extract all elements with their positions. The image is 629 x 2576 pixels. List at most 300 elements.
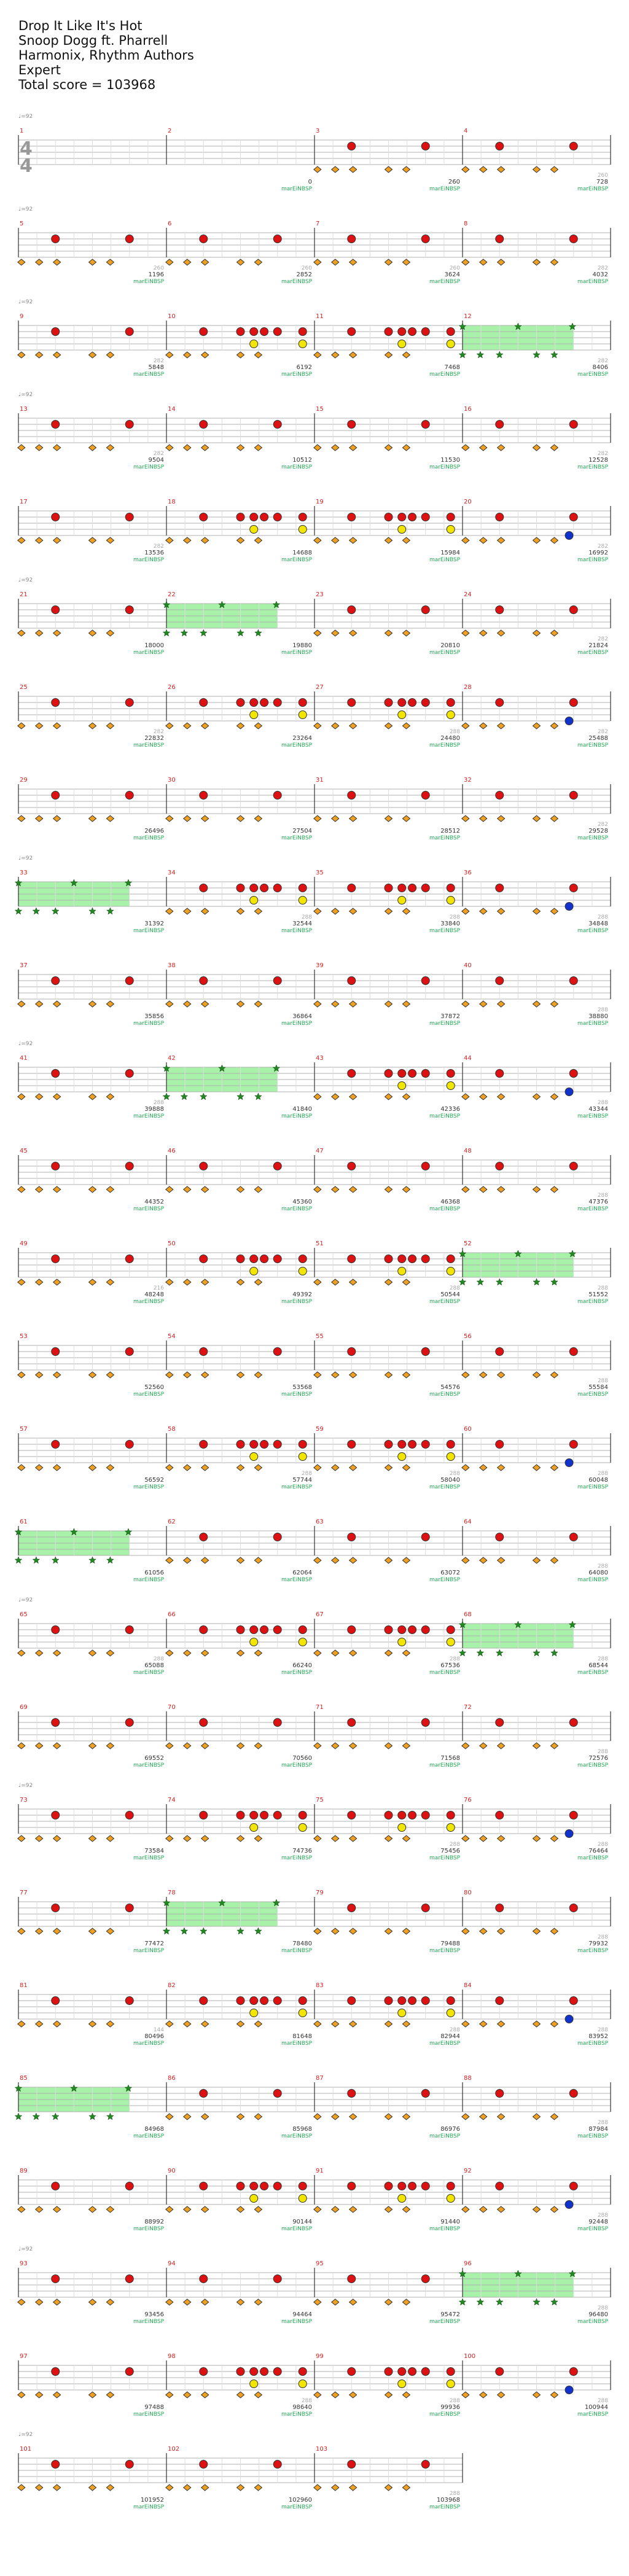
red-note — [496, 1719, 504, 1727]
orange-note — [350, 1557, 357, 1563]
orange-note — [498, 445, 505, 451]
measure-number: 27 — [316, 684, 324, 691]
orange-note — [533, 1557, 541, 1563]
orange-note — [184, 1835, 191, 1842]
measure — [166, 1611, 313, 1676]
orange-note — [385, 723, 393, 729]
sub-label: marEiNBSP — [577, 1855, 608, 1861]
star-note — [163, 1093, 170, 1100]
orange-note — [201, 1279, 209, 1285]
measure-number: 28 — [464, 684, 472, 691]
orange-note — [36, 537, 43, 543]
red-note — [299, 2368, 307, 2376]
orange-note — [53, 352, 61, 358]
red-note — [408, 1997, 416, 2005]
red-note — [447, 1997, 455, 2005]
orange-note — [201, 2021, 209, 2027]
measure-number: 56 — [464, 1333, 472, 1340]
measure — [314, 591, 461, 656]
red-note — [348, 1811, 356, 1819]
orange-note — [201, 352, 209, 358]
cumulative-score: 58040 — [440, 1477, 460, 1484]
orange-note — [166, 1650, 173, 1656]
sub-label: marEiNBSP — [577, 464, 608, 470]
orange-note — [332, 2021, 339, 2027]
orange-note — [89, 1928, 96, 1934]
orange-note — [462, 445, 469, 451]
sub-label: marEiNBSP — [577, 2411, 608, 2418]
cumulative-score: 54576 — [440, 1384, 460, 1391]
red-note — [273, 2368, 281, 2376]
orange-note — [498, 1743, 505, 1749]
measure-number: 20 — [464, 499, 472, 505]
yellow-note — [299, 897, 307, 905]
measure — [314, 406, 461, 470]
measure — [314, 313, 461, 378]
measure-number: 65 — [20, 1611, 28, 1618]
orange-note — [201, 723, 209, 729]
multiplier-label: 216 — [153, 1285, 164, 1291]
red-note — [421, 977, 429, 985]
orange-note — [480, 445, 487, 451]
star-note — [89, 2113, 96, 2120]
orange-note — [332, 1372, 339, 1378]
orange-note — [350, 1465, 357, 1471]
red-note — [398, 1811, 406, 1819]
measure — [18, 1704, 165, 1769]
orange-note — [89, 2485, 96, 2491]
measure — [166, 1519, 313, 1583]
orange-note — [498, 2021, 505, 2027]
orange-note — [89, 1465, 96, 1471]
measure-number: 78 — [168, 1889, 176, 1896]
measure-number: 103 — [316, 2446, 328, 2453]
cumulative-score: 78480 — [292, 1940, 312, 1947]
measure-number: 37 — [20, 962, 28, 969]
sub-label: marEiNBSP — [281, 1670, 312, 1676]
orange-note — [314, 2392, 321, 2398]
orange-note — [106, 723, 114, 729]
orange-note — [36, 2206, 43, 2212]
red-note — [348, 421, 356, 429]
sub-label: marEiNBSP — [133, 1391, 164, 1398]
cumulative-score: 83952 — [588, 2033, 608, 2040]
red-note — [52, 1255, 60, 1263]
red-note — [52, 235, 60, 243]
orange-note — [201, 1001, 209, 1007]
star-note — [459, 1278, 466, 1285]
measure — [462, 1148, 609, 1212]
staff-svg — [0, 1038, 617, 1130]
red-note — [447, 1070, 455, 1078]
orange-note — [533, 1465, 541, 1471]
orange-note — [462, 1928, 469, 1934]
orange-note — [53, 1743, 61, 1749]
red-note — [421, 2275, 429, 2283]
measure-number: 83 — [316, 1982, 324, 1989]
orange-note — [462, 2206, 469, 2212]
orange-note — [314, 1094, 321, 1100]
cumulative-score: 10512 — [292, 457, 312, 464]
multiplier-label: 288 — [597, 2212, 608, 2219]
red-note — [260, 1811, 268, 1819]
orange-note — [184, 2114, 191, 2120]
sub-label: marEiNBSP — [281, 557, 312, 563]
measure-number: 87 — [316, 2075, 324, 2082]
red-note — [408, 1255, 416, 1263]
red-note — [125, 421, 133, 429]
orange-note — [385, 2485, 393, 2491]
orange-note — [314, 1650, 321, 1656]
red-note — [250, 2368, 258, 2376]
cumulative-score: 15984 — [440, 550, 460, 556]
measure — [462, 220, 609, 285]
orange-note — [332, 908, 339, 914]
measure-number: 101 — [20, 2446, 32, 2453]
orange-note — [480, 1743, 487, 1749]
red-note — [421, 2090, 429, 2098]
yellow-note — [398, 2380, 406, 2388]
red-note — [125, 1626, 133, 1634]
orange-note — [480, 537, 487, 543]
red-note — [200, 1811, 208, 1819]
red-note — [236, 1626, 244, 1634]
notation-row — [0, 111, 629, 203]
red-note — [348, 792, 356, 800]
measure-number: 38 — [168, 962, 176, 969]
measure — [18, 1797, 165, 1861]
multiplier-label: 260 — [153, 265, 164, 271]
measure — [18, 962, 165, 1027]
notation-row — [0, 389, 629, 481]
tempo-marker: ♩=92 — [18, 299, 33, 305]
multiplier-label: 288 — [449, 914, 460, 920]
orange-note — [89, 2392, 96, 2398]
orange-note — [498, 1835, 505, 1842]
yellow-note — [398, 711, 406, 719]
measure — [166, 1704, 313, 1769]
multiplier-label: 288 — [449, 1285, 460, 1291]
cumulative-score: 97488 — [144, 2404, 164, 2411]
measure — [166, 220, 313, 285]
red-note — [421, 699, 429, 707]
orange-note — [18, 1743, 25, 1749]
star-note — [459, 2298, 466, 2305]
sub-label: marEiNBSP — [577, 1670, 608, 1676]
red-note — [200, 2461, 208, 2469]
orange-note — [254, 1650, 262, 1656]
notation-row — [0, 481, 629, 574]
orange-note — [201, 815, 209, 822]
difficulty-label: Expert — [18, 63, 61, 77]
tempo-marker: ♩=92 — [18, 1041, 33, 1047]
multiplier-label: 288 — [301, 2398, 312, 2404]
red-note — [398, 699, 406, 707]
cumulative-score: 45360 — [292, 1199, 312, 1205]
orange-note — [106, 1279, 114, 1285]
measure-number: 67 — [316, 1611, 324, 1618]
notation-row — [0, 1965, 629, 2057]
orange-note — [550, 2021, 558, 2027]
red-note — [447, 2368, 455, 2376]
red-note — [52, 513, 60, 521]
red-note — [52, 2275, 60, 2283]
measure-number: 51 — [316, 1240, 324, 1247]
orange-note — [402, 630, 410, 636]
orange-note — [166, 1743, 173, 1749]
multiplier-label: 288 — [449, 2398, 460, 2404]
measure — [462, 2353, 609, 2418]
notation-row — [0, 2429, 629, 2521]
sub-label: marEiNBSP — [577, 279, 608, 285]
cumulative-score: 8406 — [592, 364, 608, 371]
measure — [314, 2260, 461, 2325]
red-note — [398, 2368, 406, 2376]
orange-note — [166, 1557, 173, 1563]
red-note — [447, 1626, 455, 1634]
orange-note — [498, 723, 505, 729]
sub-label: marEiNBSP — [577, 650, 608, 656]
orange-note — [36, 723, 43, 729]
red-note — [260, 699, 268, 707]
blue-note — [565, 2201, 573, 2209]
sub-label: marEiNBSP — [133, 1948, 164, 1954]
red-note — [260, 1441, 268, 1449]
measure — [166, 1982, 313, 2047]
cumulative-score: 93456 — [144, 2311, 164, 2318]
orange-note — [550, 630, 558, 636]
sub-label: marEiNBSP — [577, 2226, 608, 2232]
staff-svg — [0, 1130, 617, 1223]
measure-number: 11 — [316, 313, 324, 320]
red-note — [569, 792, 577, 800]
red-note — [408, 2182, 416, 2190]
staff-svg — [0, 2429, 469, 2521]
orange-note — [402, 1001, 410, 1007]
orange-note — [314, 1835, 321, 1842]
orange-note — [106, 1835, 114, 1842]
cumulative-score: 32544 — [292, 920, 312, 927]
orange-note — [402, 2299, 410, 2305]
measure-number: 97 — [20, 2353, 28, 2360]
orange-note — [166, 723, 173, 729]
orange-note — [498, 1372, 505, 1378]
measure — [462, 1055, 609, 1119]
red-note — [421, 792, 429, 800]
orange-note — [254, 1001, 262, 1007]
orange-note — [184, 2485, 191, 2491]
orange-note — [550, 1001, 558, 1007]
orange-note — [53, 2485, 61, 2491]
yellow-note — [250, 2009, 258, 2017]
orange-note — [166, 2021, 173, 2027]
orange-note — [350, 1001, 357, 1007]
orange-note — [498, 1465, 505, 1471]
measure — [314, 1333, 461, 1398]
red-note — [385, 1070, 393, 1078]
orange-note — [350, 1279, 357, 1285]
red-note — [52, 2182, 60, 2190]
sub-label: marEiNBSP — [133, 557, 164, 563]
red-note — [421, 884, 429, 892]
measure — [462, 406, 609, 470]
orange-note — [53, 1372, 61, 1378]
orange-note — [106, 1650, 114, 1656]
orange-note — [533, 908, 541, 914]
orange-note — [89, 1094, 96, 1100]
cumulative-score: 260 — [448, 179, 460, 185]
measure — [314, 1889, 461, 1954]
orange-note — [254, 445, 262, 451]
orange-note — [166, 1465, 173, 1471]
orange-note — [237, 445, 244, 451]
orange-note — [402, 537, 410, 543]
orange-note — [550, 2206, 558, 2212]
measure — [314, 870, 461, 934]
cumulative-score: 72576 — [588, 1755, 608, 1762]
sub-label: marEiNBSP — [577, 1577, 608, 1583]
orange-note — [89, 630, 96, 636]
red-note — [496, 606, 504, 614]
star-note — [477, 2298, 483, 2305]
sub-label: marEiNBSP — [577, 557, 608, 563]
measure — [18, 1333, 165, 1398]
measure — [166, 499, 313, 563]
yellow-note — [299, 2009, 307, 2017]
red-note — [408, 1070, 416, 1078]
orange-note — [498, 2392, 505, 2398]
orange-note — [385, 352, 393, 358]
red-note — [569, 513, 577, 521]
red-note — [496, 792, 504, 800]
cumulative-score: 60048 — [588, 1477, 608, 1484]
orange-note — [462, 2114, 469, 2120]
red-note — [236, 513, 244, 521]
red-note — [496, 1533, 504, 1541]
orange-note — [385, 1650, 393, 1656]
orange-note — [254, 1372, 262, 1378]
multiplier-label: 282 — [153, 358, 164, 364]
red-note — [421, 2368, 429, 2376]
sub-label: marEiNBSP — [429, 2319, 460, 2325]
orange-note — [166, 2392, 173, 2398]
measure — [18, 1982, 165, 2047]
orange-note — [550, 1557, 558, 1563]
orange-note — [36, 1372, 43, 1378]
cumulative-score: 76464 — [588, 1848, 608, 1854]
orange-note — [166, 2299, 173, 2305]
red-note — [348, 328, 356, 336]
orange-note — [314, 166, 321, 173]
notation-row — [0, 1038, 629, 1130]
red-note — [398, 884, 406, 892]
orange-note — [254, 1835, 262, 1842]
yellow-note — [447, 1267, 455, 1275]
orange-note — [462, 630, 469, 636]
tempo-marker: ♩=92 — [18, 114, 33, 120]
charter-name: Harmonix, Rhythm Authors — [18, 48, 194, 63]
red-note — [569, 2182, 577, 2190]
cumulative-score: 39888 — [144, 1106, 164, 1113]
cumulative-score: 65088 — [144, 1662, 164, 1669]
yellow-note — [447, 1082, 455, 1090]
measure — [18, 1611, 165, 1676]
yellow-note — [250, 526, 258, 534]
notation-row — [0, 1687, 629, 1779]
orange-note — [18, 1279, 25, 1285]
red-note — [250, 328, 258, 336]
measure-number: 54 — [168, 1333, 176, 1340]
measure — [314, 1797, 461, 1861]
orange-note — [36, 445, 43, 451]
orange-note — [106, 445, 114, 451]
orange-note — [332, 2392, 339, 2398]
measure — [18, 591, 165, 656]
cumulative-score: 75456 — [440, 1848, 460, 1854]
red-note — [200, 421, 208, 429]
multiplier-label: 288 — [597, 1842, 608, 1848]
cumulative-score: 92448 — [588, 2219, 608, 2225]
measure-number: 9 — [20, 313, 24, 320]
red-note — [273, 1997, 281, 2005]
red-note — [398, 328, 406, 336]
orange-note — [332, 2485, 339, 2491]
red-note — [200, 792, 208, 800]
cumulative-score: 46368 — [440, 1199, 460, 1205]
measure-number: 24 — [464, 591, 472, 598]
cumulative-score: 73584 — [144, 1848, 164, 1854]
orange-note — [89, 1372, 96, 1378]
orange-note — [53, 630, 61, 636]
orange-note — [462, 1094, 469, 1100]
measure — [462, 2075, 609, 2139]
staff-svg — [0, 203, 617, 295]
measure — [18, 1148, 165, 1212]
measure-number: 60 — [464, 1426, 472, 1433]
orange-note — [89, 2021, 96, 2027]
cumulative-score: 91440 — [440, 2219, 460, 2225]
orange-note — [166, 352, 173, 358]
orange-note — [184, 1279, 191, 1285]
orange-note — [314, 2114, 321, 2120]
measure — [314, 499, 461, 563]
orange-note — [462, 1186, 469, 1193]
measure-number: 44 — [464, 1055, 472, 1062]
red-note — [273, 977, 281, 985]
orange-note — [350, 2392, 357, 2398]
orange-note — [550, 815, 558, 822]
orange-note — [533, 259, 541, 265]
orange-note — [332, 1928, 339, 1934]
orange-note — [201, 1465, 209, 1471]
red-note — [408, 699, 416, 707]
orange-note — [106, 2485, 114, 2491]
orange-note — [201, 1372, 209, 1378]
red-note — [52, 1719, 60, 1727]
orange-note — [166, 908, 173, 914]
red-note — [299, 2182, 307, 2190]
red-note — [447, 513, 455, 521]
red-note — [200, 2090, 208, 2098]
orange-note — [498, 1928, 505, 1934]
orange-note — [106, 352, 114, 358]
red-note — [200, 1441, 208, 1449]
multiplier-label: 288 — [597, 1934, 608, 1940]
measure — [18, 1426, 165, 1490]
orange-note — [237, 537, 244, 543]
red-note — [200, 2368, 208, 2376]
star-note — [52, 1557, 60, 1563]
